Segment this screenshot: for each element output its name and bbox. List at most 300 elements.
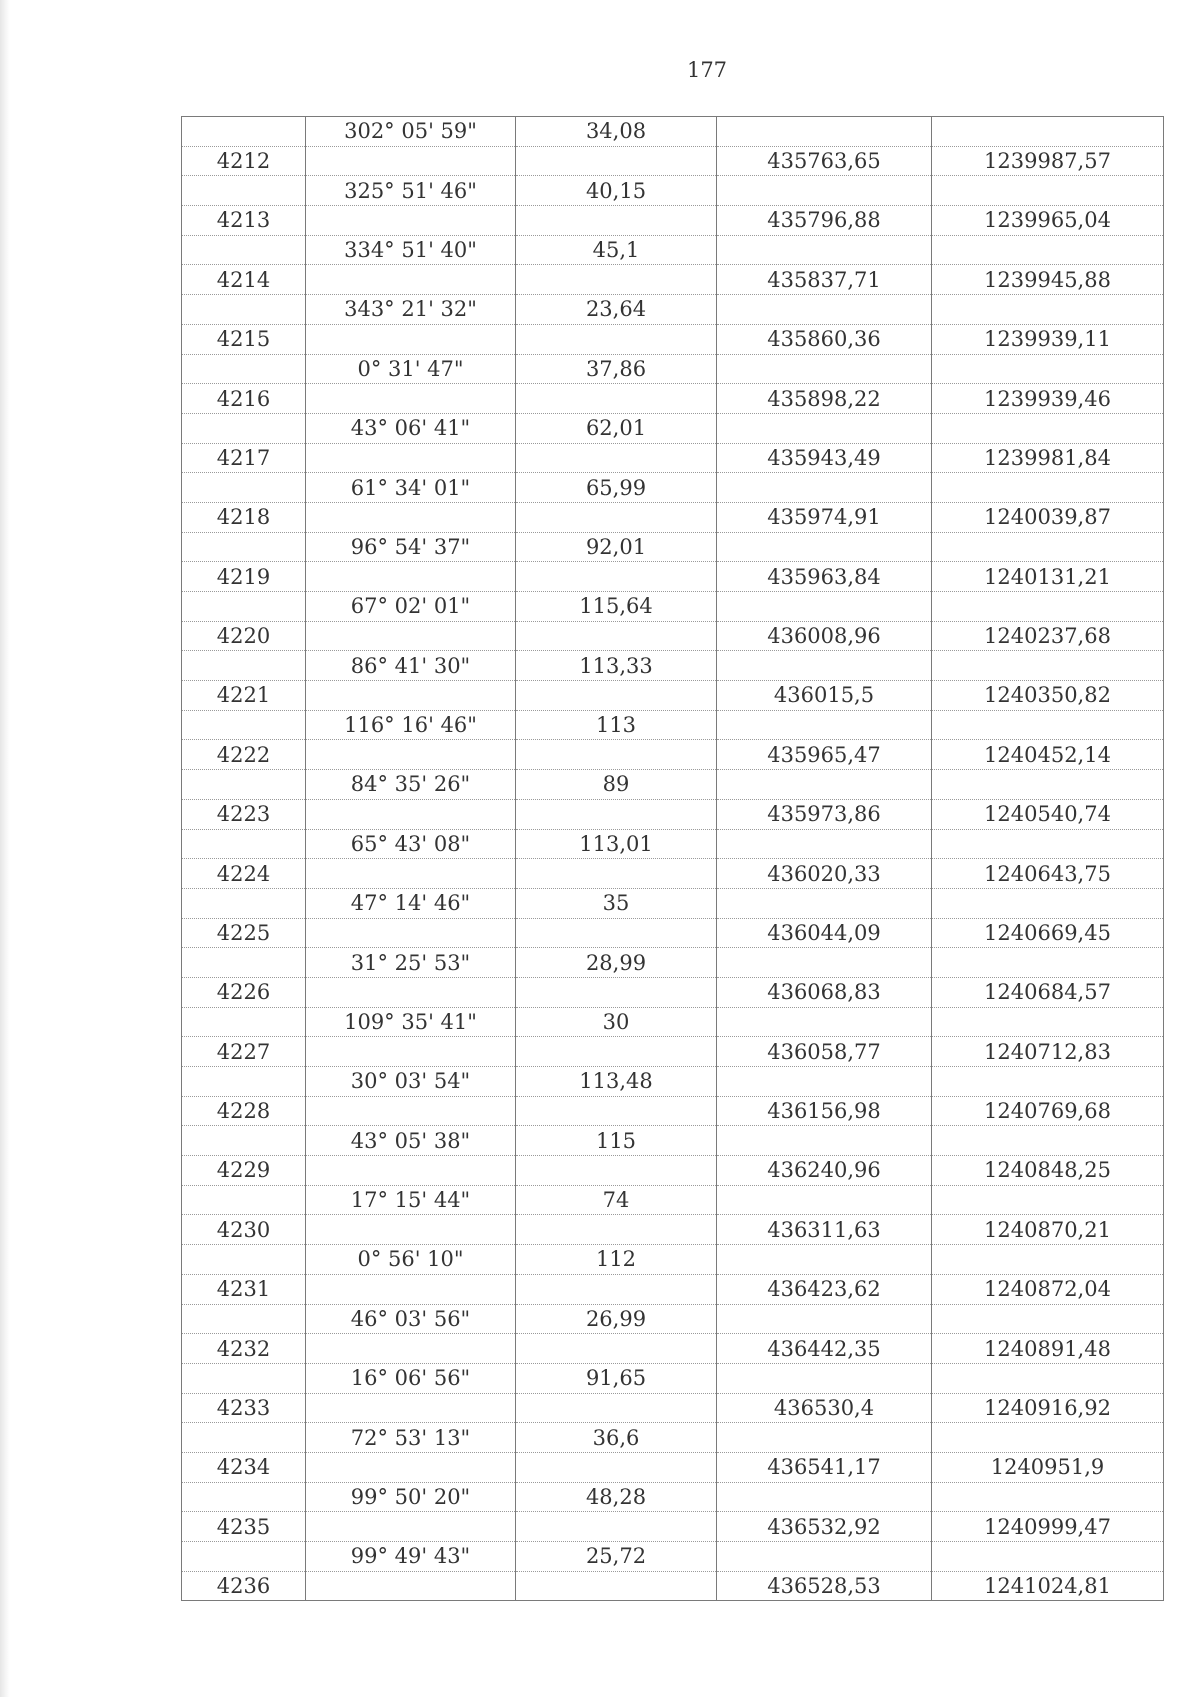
distance-cell bbox=[516, 206, 717, 236]
table-row bbox=[182, 295, 1164, 325]
direction-angle-cell bbox=[306, 562, 516, 592]
table-row bbox=[182, 1334, 1164, 1364]
table-row bbox=[182, 1037, 1164, 1067]
distance-cell: 34,08 bbox=[516, 117, 717, 147]
distance-cell bbox=[516, 502, 717, 532]
direction-angle-cell: 46° 03' 56" bbox=[306, 1304, 516, 1334]
point-number-cell: 4235 bbox=[182, 1512, 306, 1542]
table-row bbox=[182, 235, 1164, 265]
y-coordinate-cell bbox=[932, 117, 1164, 147]
direction-angle-cell: 96° 54' 37" bbox=[306, 532, 516, 562]
y-coordinate-cell: 1240643,75 bbox=[932, 859, 1164, 889]
distance-cell bbox=[516, 740, 717, 770]
point-number-cell: 4217 bbox=[182, 443, 306, 473]
distance-cell bbox=[516, 1274, 717, 1304]
x-coordinate-cell bbox=[717, 1245, 932, 1275]
point-number-cell: 4212 bbox=[182, 146, 306, 176]
point-number-cell: 4218 bbox=[182, 502, 306, 532]
point-number-cell: 4219 bbox=[182, 562, 306, 592]
distance-cell bbox=[516, 977, 717, 1007]
direction-angle-cell bbox=[306, 621, 516, 651]
direction-angle-cell: 86° 41' 30" bbox=[306, 651, 516, 681]
direction-angle-cell bbox=[306, 918, 516, 948]
distance-cell: 62,01 bbox=[516, 413, 717, 443]
y-coordinate-cell bbox=[932, 1185, 1164, 1215]
table-row bbox=[182, 562, 1164, 592]
table-row bbox=[182, 621, 1164, 651]
point-number-cell: 4234 bbox=[182, 1452, 306, 1482]
table-row bbox=[182, 502, 1164, 532]
distance-cell bbox=[516, 384, 717, 414]
y-coordinate-cell bbox=[932, 295, 1164, 325]
direction-angle-cell: 67° 02' 01" bbox=[306, 592, 516, 622]
x-coordinate-cell: 436530,4 bbox=[717, 1393, 932, 1423]
direction-angle-cell bbox=[306, 265, 516, 295]
table-row bbox=[182, 206, 1164, 236]
distance-cell: 45,1 bbox=[516, 235, 717, 265]
point-number-cell bbox=[182, 1482, 306, 1512]
x-coordinate-cell: 435943,49 bbox=[717, 443, 932, 473]
point-number-cell: 4233 bbox=[182, 1393, 306, 1423]
y-coordinate-cell bbox=[932, 532, 1164, 562]
x-coordinate-cell bbox=[717, 770, 932, 800]
distance-cell bbox=[516, 562, 717, 592]
direction-angle-cell: 65° 43' 08" bbox=[306, 829, 516, 859]
y-coordinate-cell: 1240872,04 bbox=[932, 1274, 1164, 1304]
table-row bbox=[182, 1512, 1164, 1542]
y-coordinate-cell bbox=[932, 1245, 1164, 1275]
direction-angle-cell bbox=[306, 859, 516, 889]
y-coordinate-cell: 1240452,14 bbox=[932, 740, 1164, 770]
x-coordinate-cell: 436020,33 bbox=[717, 859, 932, 889]
table-row bbox=[182, 770, 1164, 800]
x-coordinate-cell: 435973,86 bbox=[717, 799, 932, 829]
x-coordinate-cell bbox=[717, 235, 932, 265]
point-number-cell bbox=[182, 592, 306, 622]
x-coordinate-cell bbox=[717, 948, 932, 978]
distance-cell: 112 bbox=[516, 1245, 717, 1275]
distance-cell: 25,72 bbox=[516, 1542, 717, 1572]
y-coordinate-cell bbox=[932, 829, 1164, 859]
point-number-cell: 4232 bbox=[182, 1334, 306, 1364]
table-row bbox=[182, 532, 1164, 562]
x-coordinate-cell bbox=[717, 1185, 932, 1215]
table-row bbox=[182, 1423, 1164, 1453]
y-coordinate-cell bbox=[932, 710, 1164, 740]
direction-angle-cell bbox=[306, 1393, 516, 1423]
point-number-cell: 4221 bbox=[182, 681, 306, 711]
y-coordinate-cell: 1239939,11 bbox=[932, 324, 1164, 354]
direction-angle-cell: 99° 50' 20" bbox=[306, 1482, 516, 1512]
direction-angle-cell bbox=[306, 443, 516, 473]
y-coordinate-cell: 1240870,21 bbox=[932, 1215, 1164, 1245]
point-number-cell bbox=[182, 1067, 306, 1097]
direction-angle-cell: 0° 31' 47" bbox=[306, 354, 516, 384]
distance-cell bbox=[516, 146, 717, 176]
table-row bbox=[182, 918, 1164, 948]
point-number-cell bbox=[182, 770, 306, 800]
distance-cell bbox=[516, 1096, 717, 1126]
direction-angle-cell: 16° 06' 56" bbox=[306, 1363, 516, 1393]
table-row bbox=[182, 146, 1164, 176]
distance-cell bbox=[516, 265, 717, 295]
point-number-cell: 4236 bbox=[182, 1571, 306, 1601]
x-coordinate-cell bbox=[717, 829, 932, 859]
y-coordinate-cell bbox=[932, 473, 1164, 503]
y-coordinate-cell bbox=[932, 1542, 1164, 1572]
point-number-cell bbox=[182, 1423, 306, 1453]
distance-cell bbox=[516, 1571, 717, 1601]
distance-cell: 37,86 bbox=[516, 354, 717, 384]
point-number-cell bbox=[182, 1007, 306, 1037]
point-number-cell bbox=[182, 117, 306, 147]
distance-cell: 36,6 bbox=[516, 1423, 717, 1453]
x-coordinate-cell: 436156,98 bbox=[717, 1096, 932, 1126]
y-coordinate-cell: 1240540,74 bbox=[932, 799, 1164, 829]
distance-cell bbox=[516, 1215, 717, 1245]
table-row bbox=[182, 651, 1164, 681]
y-coordinate-cell: 1240951,9 bbox=[932, 1452, 1164, 1482]
direction-angle-cell bbox=[306, 1274, 516, 1304]
x-coordinate-cell: 435860,36 bbox=[717, 324, 932, 354]
x-coordinate-cell: 436532,92 bbox=[717, 1512, 932, 1542]
distance-cell: 113,48 bbox=[516, 1067, 717, 1097]
table-row bbox=[182, 117, 1164, 147]
direction-angle-cell bbox=[306, 1512, 516, 1542]
direction-angle-cell: 334° 51' 40" bbox=[306, 235, 516, 265]
direction-angle-cell: 61° 34' 01" bbox=[306, 473, 516, 503]
table-row bbox=[182, 1215, 1164, 1245]
table-row bbox=[182, 1304, 1164, 1334]
direction-angle-cell bbox=[306, 1452, 516, 1482]
x-coordinate-cell bbox=[717, 1363, 932, 1393]
x-coordinate-cell bbox=[717, 1482, 932, 1512]
x-coordinate-cell bbox=[717, 1423, 932, 1453]
x-coordinate-cell bbox=[717, 710, 932, 740]
point-number-cell: 4225 bbox=[182, 918, 306, 948]
distance-cell bbox=[516, 859, 717, 889]
distance-cell bbox=[516, 681, 717, 711]
direction-angle-cell: 99° 49' 43" bbox=[306, 1542, 516, 1572]
y-coordinate-cell bbox=[932, 176, 1164, 206]
point-number-cell bbox=[182, 948, 306, 978]
point-number-cell: 4220 bbox=[182, 621, 306, 651]
distance-cell bbox=[516, 918, 717, 948]
direction-angle-cell bbox=[306, 146, 516, 176]
point-number-cell bbox=[182, 1185, 306, 1215]
x-coordinate-cell bbox=[717, 176, 932, 206]
direction-angle-cell bbox=[306, 324, 516, 354]
point-number-cell: 4222 bbox=[182, 740, 306, 770]
point-number-cell: 4216 bbox=[182, 384, 306, 414]
distance-cell: 92,01 bbox=[516, 532, 717, 562]
point-number-cell: 4224 bbox=[182, 859, 306, 889]
table-row bbox=[182, 592, 1164, 622]
table-row bbox=[182, 710, 1164, 740]
y-coordinate-cell bbox=[932, 1067, 1164, 1097]
table-row bbox=[182, 681, 1164, 711]
y-coordinate-cell bbox=[932, 235, 1164, 265]
x-coordinate-cell bbox=[717, 1067, 932, 1097]
x-coordinate-cell bbox=[717, 532, 932, 562]
y-coordinate-cell: 1240669,45 bbox=[932, 918, 1164, 948]
coordinate-table-body bbox=[182, 117, 1164, 1601]
point-number-cell: 4223 bbox=[182, 799, 306, 829]
table-row bbox=[182, 1245, 1164, 1275]
x-coordinate-cell bbox=[717, 1126, 932, 1156]
y-coordinate-cell bbox=[932, 948, 1164, 978]
x-coordinate-cell: 435763,65 bbox=[717, 146, 932, 176]
point-number-cell bbox=[182, 354, 306, 384]
table-row bbox=[182, 473, 1164, 503]
x-coordinate-cell: 436058,77 bbox=[717, 1037, 932, 1067]
direction-angle-cell: 84° 35' 26" bbox=[306, 770, 516, 800]
x-coordinate-cell bbox=[717, 1007, 932, 1037]
x-coordinate-cell bbox=[717, 592, 932, 622]
direction-angle-cell: 72° 53' 13" bbox=[306, 1423, 516, 1453]
y-coordinate-cell bbox=[932, 1482, 1164, 1512]
direction-angle-cell: 31° 25' 53" bbox=[306, 948, 516, 978]
point-number-cell bbox=[182, 710, 306, 740]
y-coordinate-cell: 1240712,83 bbox=[932, 1037, 1164, 1067]
point-number-cell bbox=[182, 176, 306, 206]
direction-angle-cell bbox=[306, 1156, 516, 1186]
table-row bbox=[182, 176, 1164, 206]
x-coordinate-cell: 436015,5 bbox=[717, 681, 932, 711]
table-row bbox=[182, 977, 1164, 1007]
y-coordinate-cell: 1239939,46 bbox=[932, 384, 1164, 414]
point-number-cell bbox=[182, 295, 306, 325]
x-coordinate-cell bbox=[717, 1542, 932, 1572]
distance-cell bbox=[516, 621, 717, 651]
point-number-cell bbox=[182, 888, 306, 918]
y-coordinate-cell: 1240999,47 bbox=[932, 1512, 1164, 1542]
table-row bbox=[182, 384, 1164, 414]
distance-cell: 115,64 bbox=[516, 592, 717, 622]
x-coordinate-cell: 436240,96 bbox=[717, 1156, 932, 1186]
table-row bbox=[182, 799, 1164, 829]
x-coordinate-cell: 435796,88 bbox=[717, 206, 932, 236]
y-coordinate-cell: 1240684,57 bbox=[932, 977, 1164, 1007]
direction-angle-cell bbox=[306, 1215, 516, 1245]
distance-cell bbox=[516, 1156, 717, 1186]
direction-angle-cell: 325° 51' 46" bbox=[306, 176, 516, 206]
table-row bbox=[182, 1096, 1164, 1126]
table-row bbox=[182, 1067, 1164, 1097]
y-coordinate-cell bbox=[932, 1007, 1164, 1037]
direction-angle-cell bbox=[306, 1334, 516, 1364]
x-coordinate-cell bbox=[717, 295, 932, 325]
distance-cell bbox=[516, 1334, 717, 1364]
distance-cell: 35 bbox=[516, 888, 717, 918]
x-coordinate-cell bbox=[717, 473, 932, 503]
table-row bbox=[182, 829, 1164, 859]
x-coordinate-cell bbox=[717, 413, 932, 443]
direction-angle-cell bbox=[306, 799, 516, 829]
y-coordinate-cell bbox=[932, 1363, 1164, 1393]
table-row bbox=[182, 1185, 1164, 1215]
point-number-cell: 4214 bbox=[182, 265, 306, 295]
direction-angle-cell: 17° 15' 44" bbox=[306, 1185, 516, 1215]
distance-cell: 89 bbox=[516, 770, 717, 800]
direction-angle-cell: 116° 16' 46" bbox=[306, 710, 516, 740]
y-coordinate-cell bbox=[932, 413, 1164, 443]
table-row bbox=[182, 443, 1164, 473]
direction-angle-cell: 302° 05' 59" bbox=[306, 117, 516, 147]
page-number: 177 bbox=[686, 58, 728, 82]
x-coordinate-cell: 436442,35 bbox=[717, 1334, 932, 1364]
table-row bbox=[182, 888, 1164, 918]
distance-cell: 48,28 bbox=[516, 1482, 717, 1512]
x-coordinate-cell: 435898,22 bbox=[717, 384, 932, 414]
y-coordinate-cell: 1239981,84 bbox=[932, 443, 1164, 473]
y-coordinate-cell: 1239965,04 bbox=[932, 206, 1164, 236]
direction-angle-cell: 109° 35' 41" bbox=[306, 1007, 516, 1037]
table-row bbox=[182, 413, 1164, 443]
point-number-cell bbox=[182, 532, 306, 562]
point-number-cell: 4227 bbox=[182, 1037, 306, 1067]
y-coordinate-cell bbox=[932, 1126, 1164, 1156]
y-coordinate-cell: 1240237,68 bbox=[932, 621, 1164, 651]
point-number-cell: 4213 bbox=[182, 206, 306, 236]
y-coordinate-cell bbox=[932, 592, 1164, 622]
distance-cell: 115 bbox=[516, 1126, 717, 1156]
distance-cell: 91,65 bbox=[516, 1363, 717, 1393]
point-number-cell bbox=[182, 1245, 306, 1275]
distance-cell: 113 bbox=[516, 710, 717, 740]
y-coordinate-cell: 1240039,87 bbox=[932, 502, 1164, 532]
point-number-cell: 4231 bbox=[182, 1274, 306, 1304]
direction-angle-cell: 0° 56' 10" bbox=[306, 1245, 516, 1275]
point-number-cell: 4226 bbox=[182, 977, 306, 1007]
distance-cell: 23,64 bbox=[516, 295, 717, 325]
distance-cell: 40,15 bbox=[516, 176, 717, 206]
point-number-cell: 4215 bbox=[182, 324, 306, 354]
y-coordinate-cell: 1239945,88 bbox=[932, 265, 1164, 295]
distance-cell bbox=[516, 443, 717, 473]
table-row bbox=[182, 1393, 1164, 1423]
direction-angle-cell bbox=[306, 1571, 516, 1601]
x-coordinate-cell bbox=[717, 354, 932, 384]
x-coordinate-cell: 436423,62 bbox=[717, 1274, 932, 1304]
direction-angle-cell bbox=[306, 740, 516, 770]
table-row bbox=[182, 354, 1164, 384]
point-number-cell: 4228 bbox=[182, 1096, 306, 1126]
x-coordinate-cell: 436008,96 bbox=[717, 621, 932, 651]
distance-cell bbox=[516, 799, 717, 829]
y-coordinate-cell: 1240916,92 bbox=[932, 1393, 1164, 1423]
direction-angle-cell: 43° 06' 41" bbox=[306, 413, 516, 443]
distance-cell bbox=[516, 1512, 717, 1542]
distance-cell: 74 bbox=[516, 1185, 717, 1215]
table-row bbox=[182, 859, 1164, 889]
x-coordinate-cell: 436528,53 bbox=[717, 1571, 932, 1601]
distance-cell: 113,33 bbox=[516, 651, 717, 681]
direction-angle-cell: 43° 05' 38" bbox=[306, 1126, 516, 1156]
y-coordinate-cell: 1240131,21 bbox=[932, 562, 1164, 592]
direction-angle-cell: 47° 14' 46" bbox=[306, 888, 516, 918]
table-row bbox=[182, 740, 1164, 770]
x-coordinate-cell bbox=[717, 1304, 932, 1334]
x-coordinate-cell: 436044,09 bbox=[717, 918, 932, 948]
x-coordinate-cell: 435965,47 bbox=[717, 740, 932, 770]
x-coordinate-cell bbox=[717, 651, 932, 681]
direction-angle-cell bbox=[306, 1037, 516, 1067]
y-coordinate-cell bbox=[932, 651, 1164, 681]
table-row bbox=[182, 1542, 1164, 1572]
y-coordinate-cell: 1241024,81 bbox=[932, 1571, 1164, 1601]
direction-angle-cell bbox=[306, 206, 516, 236]
table-row bbox=[182, 265, 1164, 295]
point-number-cell bbox=[182, 651, 306, 681]
point-number-cell: 4229 bbox=[182, 1156, 306, 1186]
y-coordinate-cell bbox=[932, 1423, 1164, 1453]
x-coordinate-cell: 435837,71 bbox=[717, 265, 932, 295]
distance-cell: 30 bbox=[516, 1007, 717, 1037]
table-row bbox=[182, 1274, 1164, 1304]
x-coordinate-cell bbox=[717, 117, 932, 147]
distance-cell bbox=[516, 1452, 717, 1482]
y-coordinate-cell: 1240891,48 bbox=[932, 1334, 1164, 1364]
x-coordinate-cell: 436068,83 bbox=[717, 977, 932, 1007]
table-row bbox=[182, 1007, 1164, 1037]
y-coordinate-cell bbox=[932, 1304, 1164, 1334]
y-coordinate-cell bbox=[932, 770, 1164, 800]
direction-angle-cell: 30° 03' 54" bbox=[306, 1067, 516, 1097]
direction-angle-cell bbox=[306, 977, 516, 1007]
distance-cell: 65,99 bbox=[516, 473, 717, 503]
direction-angle-cell bbox=[306, 502, 516, 532]
point-number-cell: 4230 bbox=[182, 1215, 306, 1245]
y-coordinate-cell bbox=[932, 888, 1164, 918]
x-coordinate-cell bbox=[717, 888, 932, 918]
point-number-cell bbox=[182, 413, 306, 443]
table-row bbox=[182, 1571, 1164, 1601]
y-coordinate-cell: 1239987,57 bbox=[932, 146, 1164, 176]
table-row bbox=[182, 1363, 1164, 1393]
table-row bbox=[182, 1452, 1164, 1482]
direction-angle-cell bbox=[306, 681, 516, 711]
table-row bbox=[182, 1156, 1164, 1186]
distance-cell: 26,99 bbox=[516, 1304, 717, 1334]
distance-cell bbox=[516, 1393, 717, 1423]
table-row bbox=[182, 1482, 1164, 1512]
distance-cell bbox=[516, 1037, 717, 1067]
coordinate-table bbox=[181, 116, 1164, 1601]
direction-angle-cell: 343° 21' 32" bbox=[306, 295, 516, 325]
y-coordinate-cell bbox=[932, 354, 1164, 384]
point-number-cell bbox=[182, 1542, 306, 1572]
direction-angle-cell bbox=[306, 1096, 516, 1126]
direction-angle-cell bbox=[306, 384, 516, 414]
distance-cell: 113,01 bbox=[516, 829, 717, 859]
distance-cell bbox=[516, 324, 717, 354]
scan-edge-shadow bbox=[0, 0, 10, 1697]
point-number-cell bbox=[182, 473, 306, 503]
x-coordinate-cell: 435974,91 bbox=[717, 502, 932, 532]
point-number-cell bbox=[182, 235, 306, 265]
point-number-cell bbox=[182, 1363, 306, 1393]
table-row bbox=[182, 1126, 1164, 1156]
point-number-cell bbox=[182, 829, 306, 859]
point-number-cell bbox=[182, 1126, 306, 1156]
x-coordinate-cell: 436311,63 bbox=[717, 1215, 932, 1245]
x-coordinate-cell: 436541,17 bbox=[717, 1452, 932, 1482]
x-coordinate-cell: 435963,84 bbox=[717, 562, 932, 592]
table-row bbox=[182, 324, 1164, 354]
y-coordinate-cell: 1240848,25 bbox=[932, 1156, 1164, 1186]
y-coordinate-cell: 1240769,68 bbox=[932, 1096, 1164, 1126]
